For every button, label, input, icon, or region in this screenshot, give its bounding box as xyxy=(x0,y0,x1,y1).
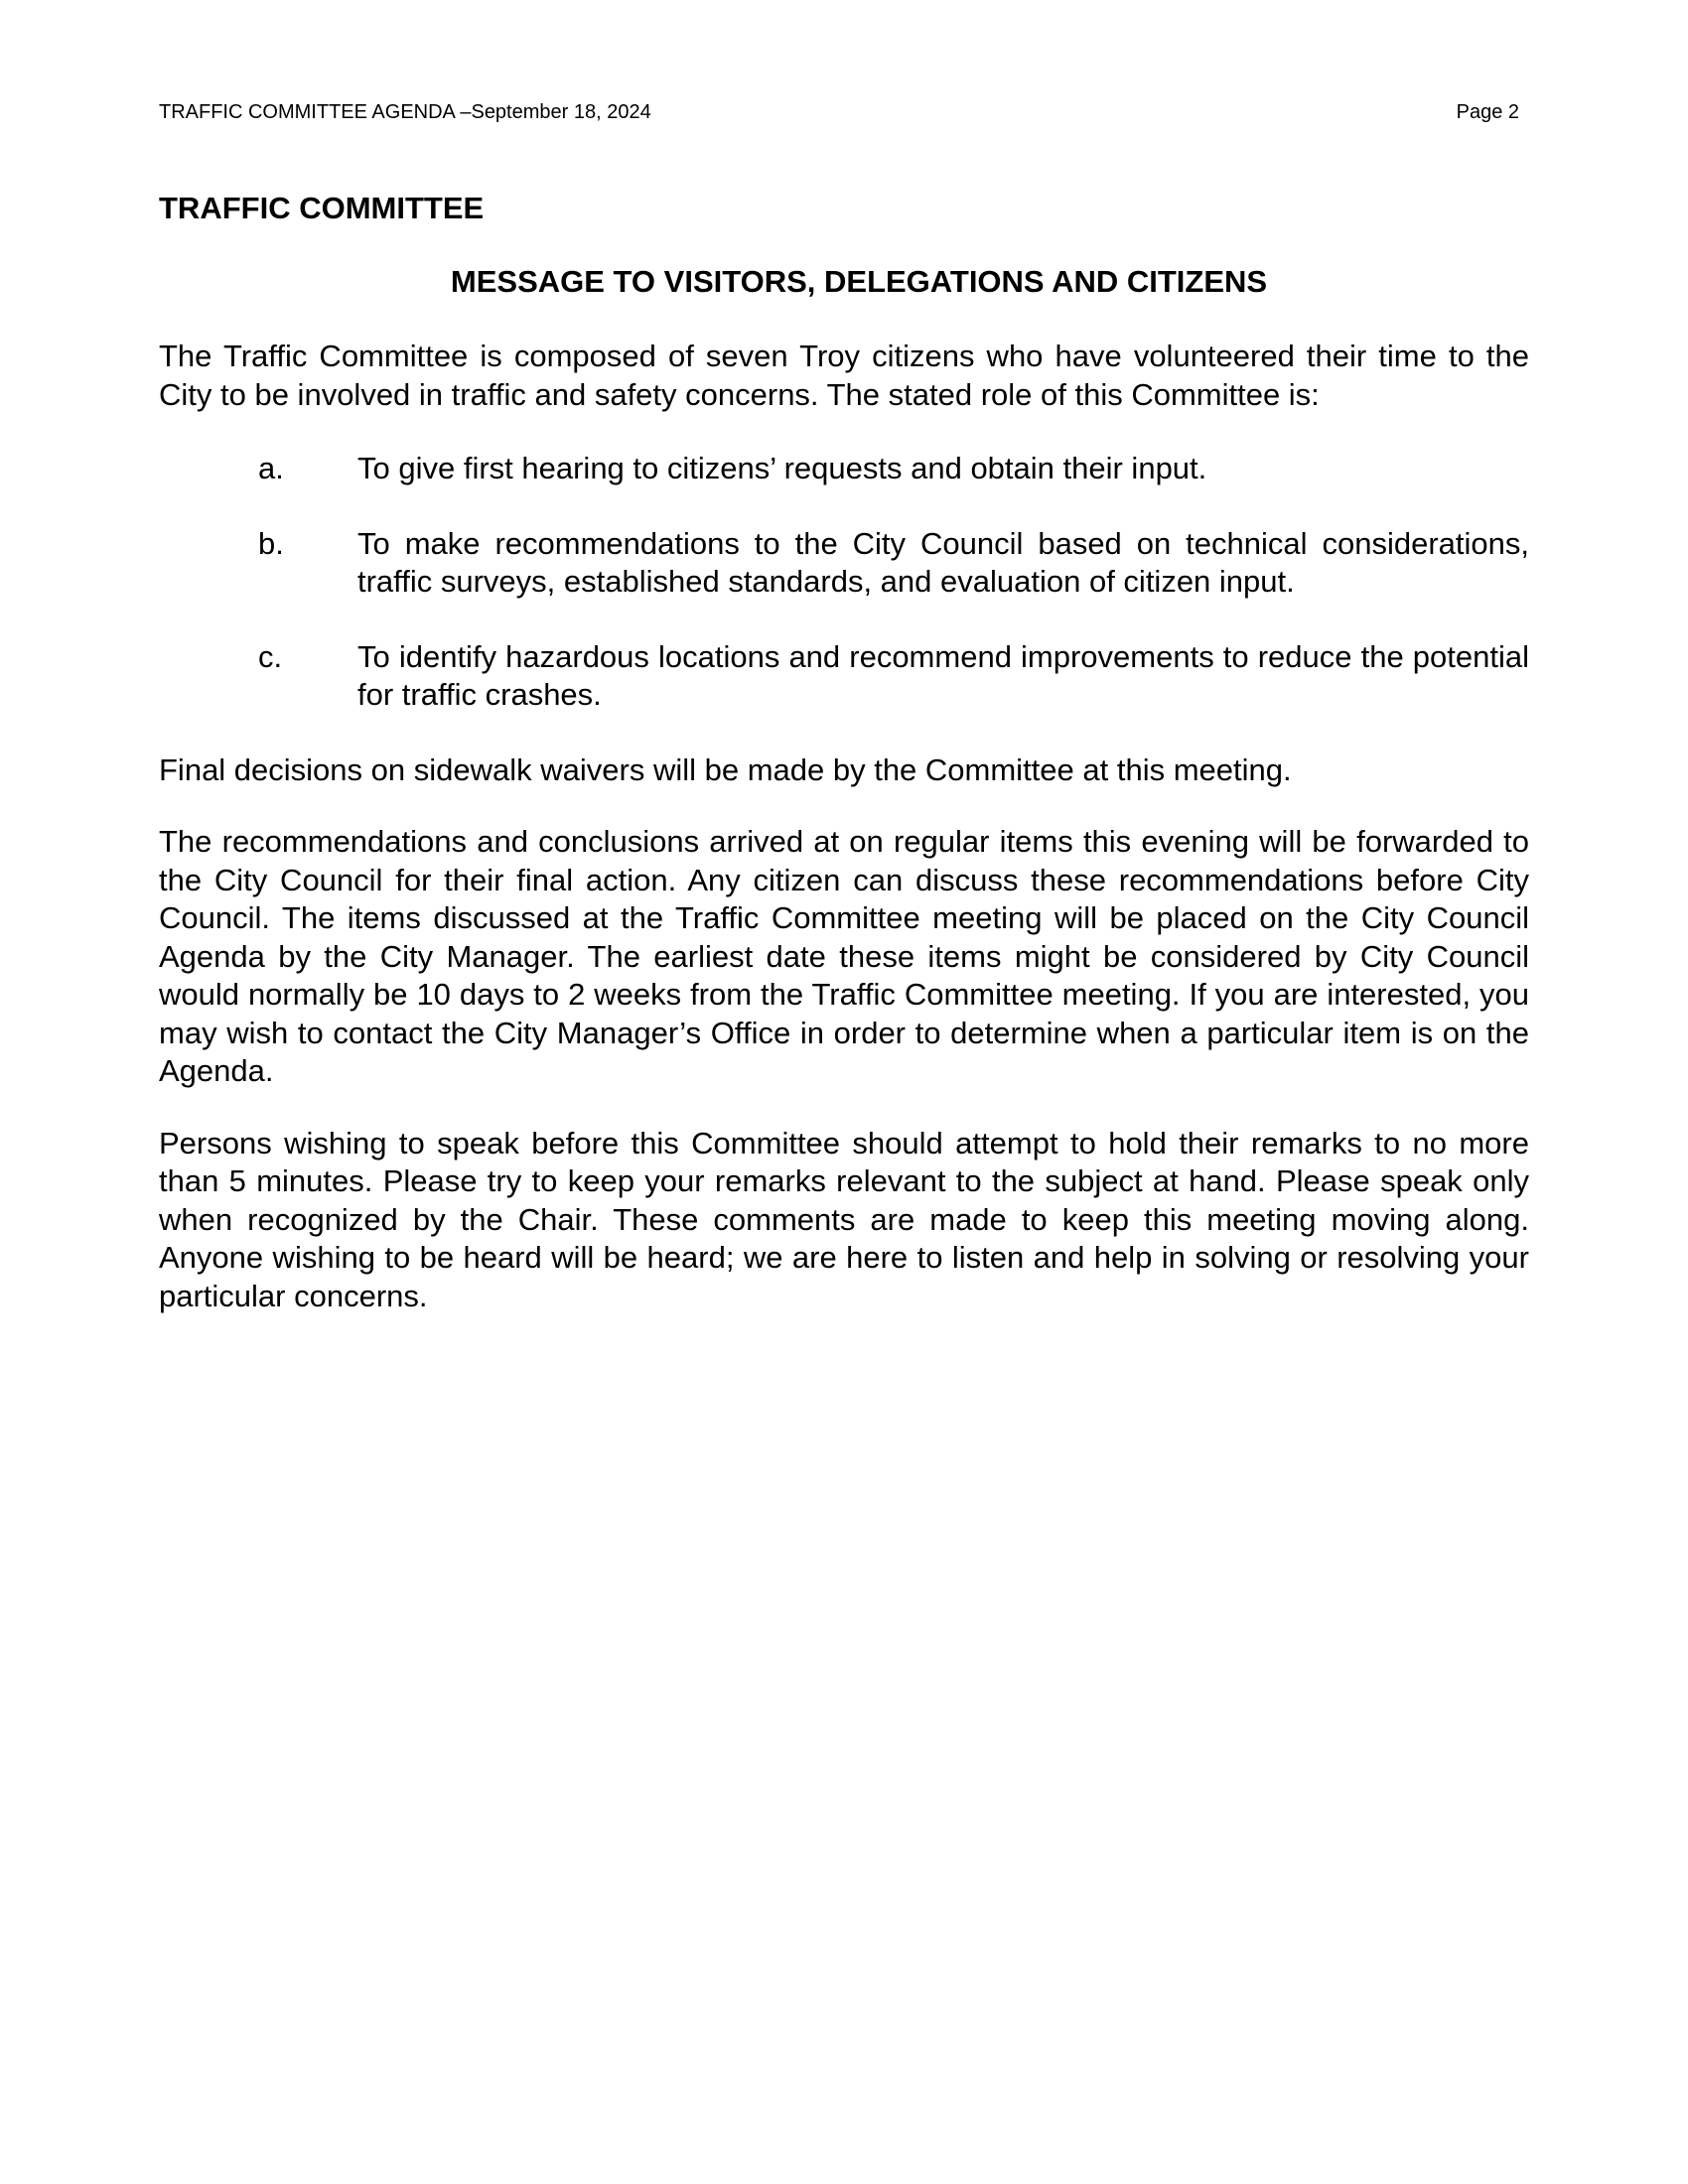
list-item-text: To make recommendations to the City Council based on technical considerations, traffic surveys, established standards, and evaluation of citizen input. xyxy=(357,525,1529,599)
committee-roles-list xyxy=(159,450,1529,715)
intro-paragraph: The Traffic Committee is composed of seven Troy citizens who have volunteered their time to the City to be involved in traffic and safety concerns. The stated role of this Committee is: xyxy=(159,339,1529,412)
list-item xyxy=(159,450,1529,488)
page-number: Page 2 xyxy=(1456,101,1519,123)
sidewalk-note-paragraph: Final decisions on sidewalk waivers will be made by the Committee at this meeting. xyxy=(159,751,1292,787)
list-item xyxy=(159,525,1529,602)
list-item xyxy=(159,638,1529,715)
speakers-paragraph: Persons wishing to speak before this Committee should attempt to hold their remarks to no more than 5 minutes. Please try to keep your remarks relevant to the subject at hand. Please speak only when recognized by the Chair. These comments are made to keep this meeting moving along. Anyone wishing to be heard will be heard; we are here to listen and help in solving or resolving your particular concerns. xyxy=(159,1125,1529,1313)
list-marker: c. xyxy=(258,638,283,674)
recommendations-paragraph: The recommendations and conclusions arrived at on regular items this evening will be forwarded to the City Council for their final action. Any citizen can discuss these recommendations before City Council. The items discussed at the Traffic Committee meeting will be placed on the City Council Agenda by the City Manager. The earliest date these items might be considered by City Council would normally be 10 days to 2 weeks from the Traffic Committee meeting. If you are interested, you may wish to contact the City Manager’s Office in order to determine when a particular item is on the Agenda. xyxy=(159,824,1529,1088)
list-marker: b. xyxy=(258,525,284,561)
list-marker: a. xyxy=(258,451,284,485)
header-title: TRAFFIC COMMITTEE AGENDA –September 18, 2024 xyxy=(159,101,651,123)
list-item-text: To give first hearing to citizens’ requests and obtain their input. xyxy=(357,451,1207,485)
running-header xyxy=(159,99,1529,125)
document-body xyxy=(159,189,1529,1315)
message-title: MESSAGE TO VISITORS, DELEGATIONS AND CITIZENS xyxy=(450,264,1268,299)
list-item-text: To identify hazardous locations and recommend improvements to reduce the potential for traffic crashes. xyxy=(357,638,1529,712)
section-title: TRAFFIC COMMITTEE xyxy=(159,191,485,225)
